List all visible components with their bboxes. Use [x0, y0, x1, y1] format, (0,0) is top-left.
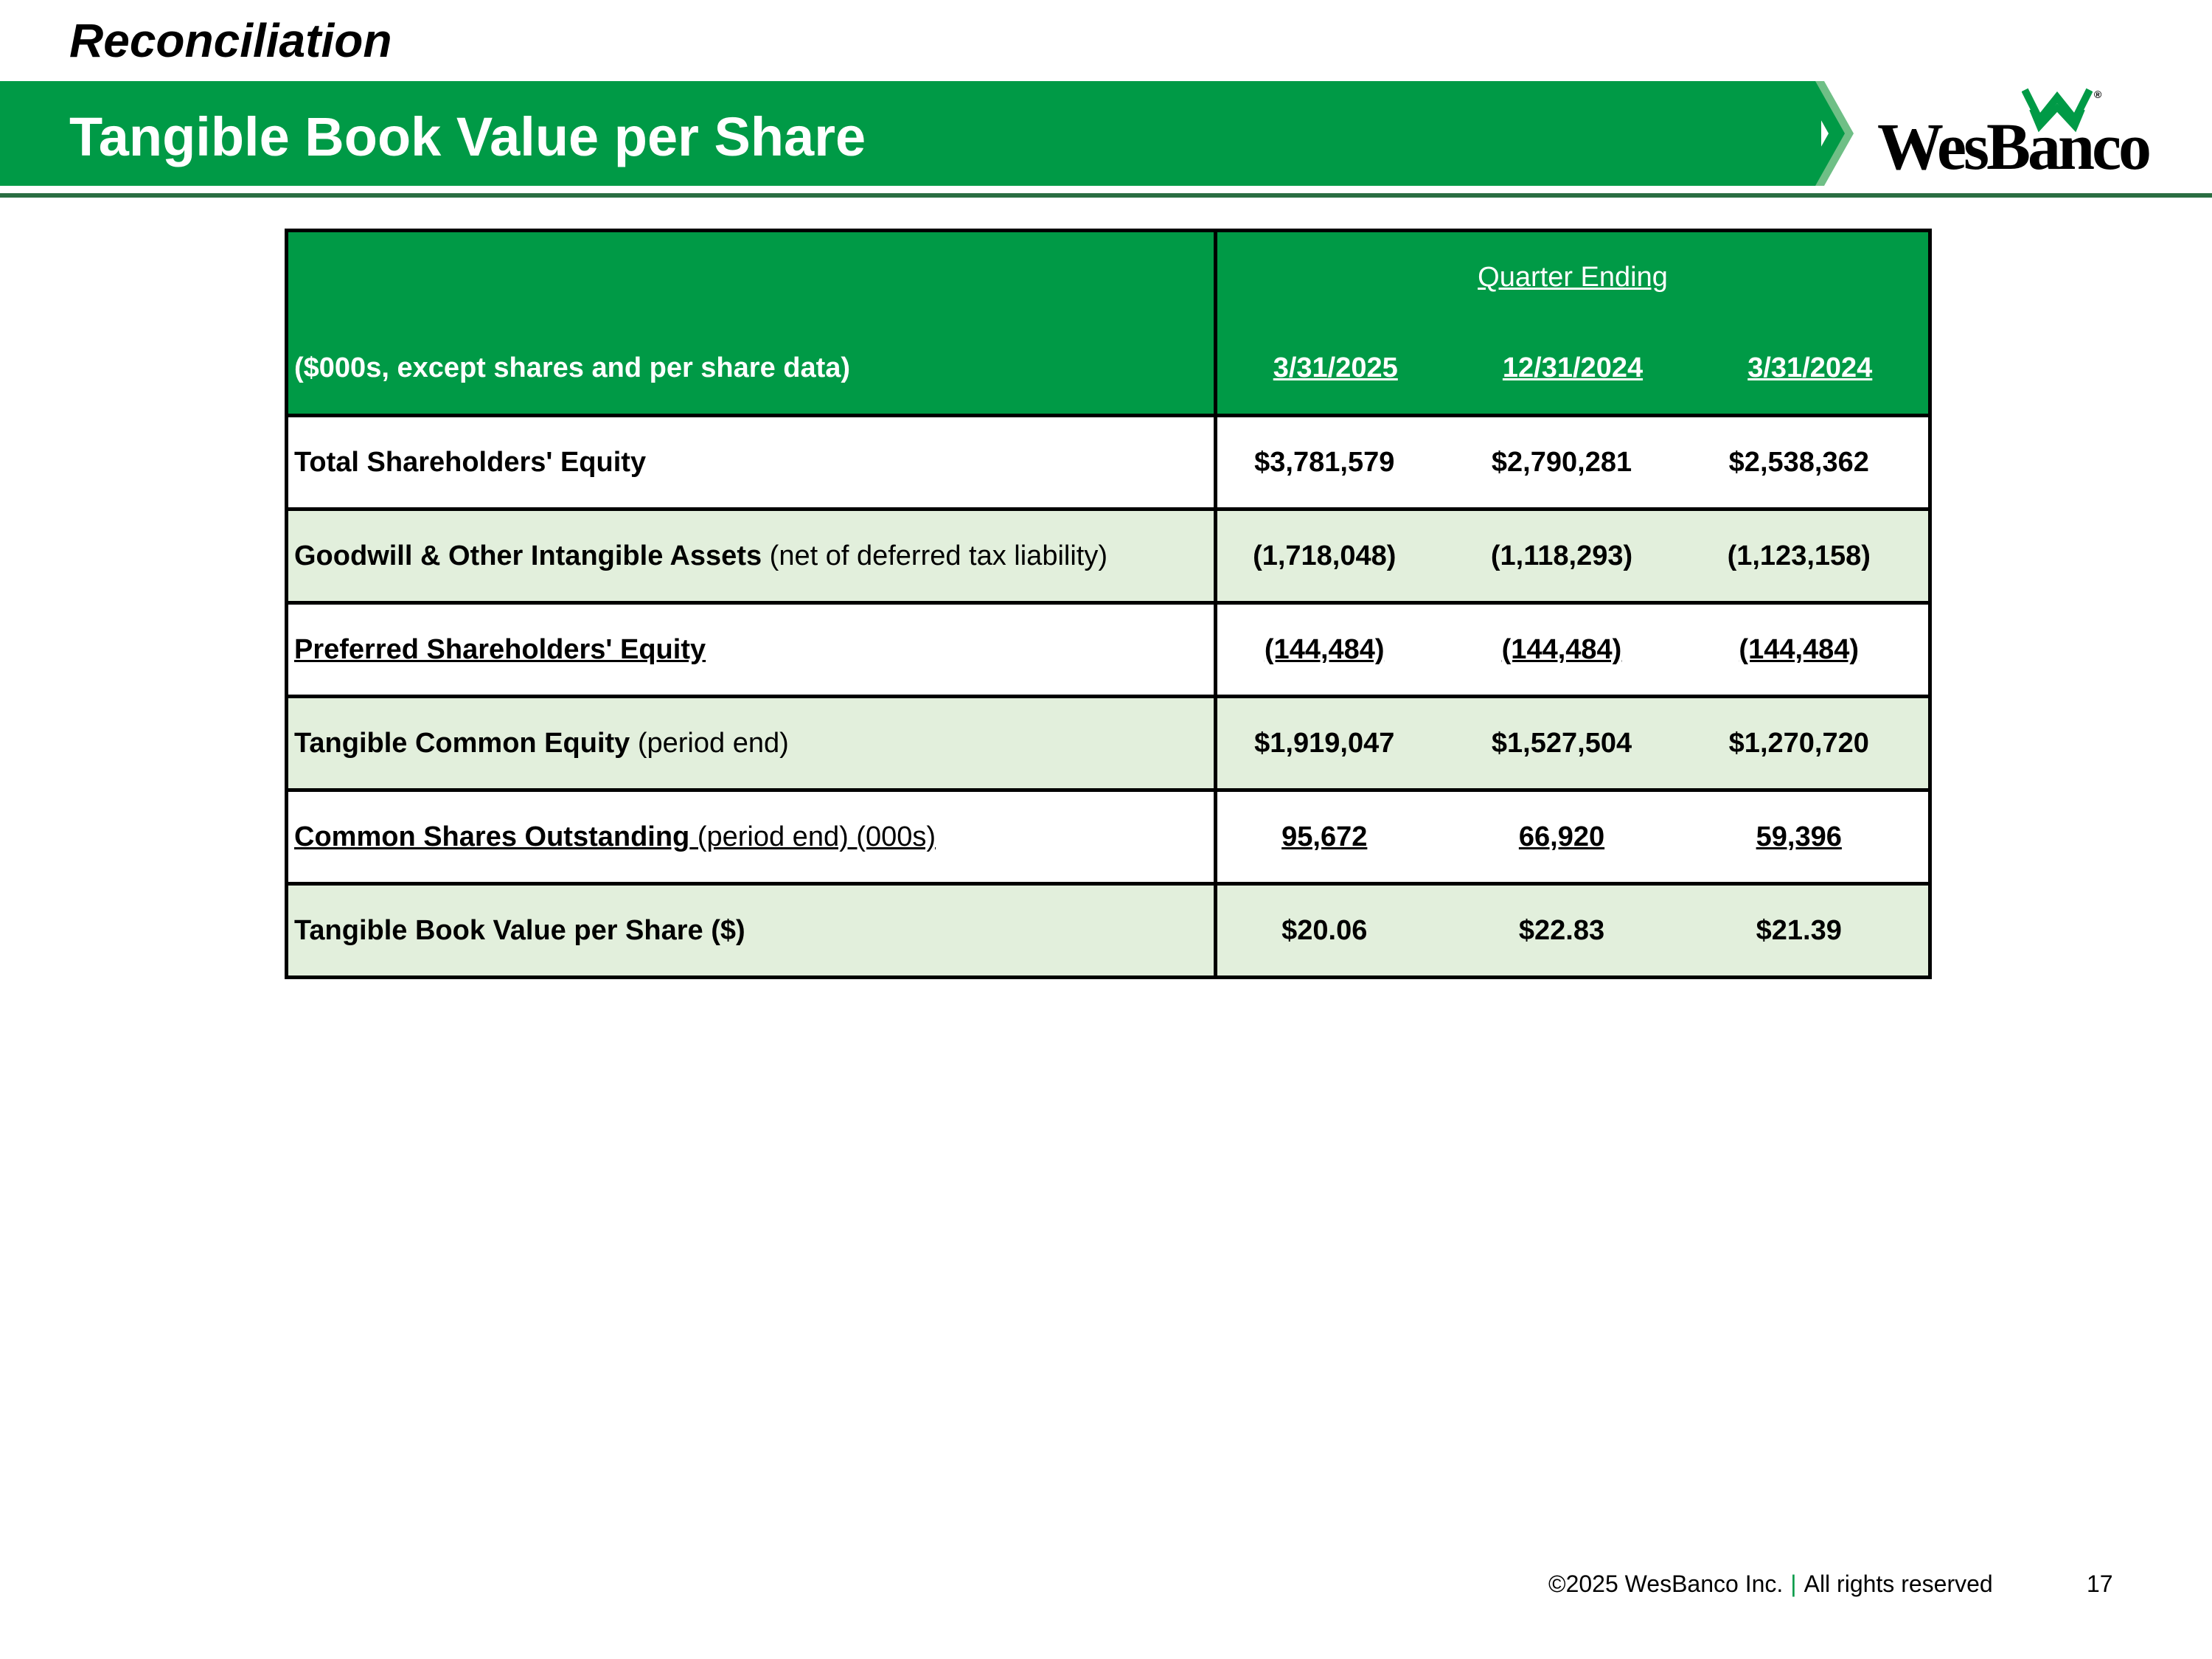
table-row — [287, 790, 1930, 884]
cell-value: $2,538,362 — [1692, 416, 1930, 509]
quarter-ending-header: Quarter Ending — [1216, 231, 1930, 324]
section-kicker: Reconciliation — [69, 14, 392, 67]
table-row — [287, 603, 1930, 697]
table-row — [287, 697, 1930, 790]
page-title: Tangible Book Value per Share — [69, 106, 866, 167]
page-number: 17 — [2087, 1571, 2113, 1597]
row-label: Total Shareholders' Equity — [287, 416, 1216, 509]
cell-value: 66,920 — [1454, 790, 1692, 884]
cell-value: (1,118,293) — [1454, 509, 1692, 603]
logo-wordmark: WesBanco — [1877, 111, 2149, 184]
cell-value: $21.39 — [1692, 884, 1930, 978]
column-header: 3/31/2024 — [1692, 323, 1930, 416]
cell-value: (144,484) — [1454, 603, 1692, 697]
units-label: ($000s, except shares and per share data) — [287, 323, 1216, 416]
cell-value: 59,396 — [1692, 790, 1930, 884]
cell-value: $2,790,281 — [1454, 416, 1692, 509]
cell-value: $1,527,504 — [1454, 697, 1692, 790]
cell-value: $1,919,047 — [1216, 697, 1454, 790]
table-row — [287, 884, 1930, 978]
cell-value: (144,484) — [1216, 603, 1454, 697]
reconciliation-table — [285, 229, 1932, 979]
cell-value: (1,718,048) — [1216, 509, 1454, 603]
row-label: Common Shares Outstanding (period end) (000s) — [287, 790, 1216, 884]
cell-value: $20.06 — [1216, 884, 1454, 978]
footer-copyright — [1548, 1571, 1993, 1598]
column-header: 12/31/2024 — [1454, 323, 1692, 416]
table-column-header-row — [287, 323, 1930, 416]
row-label: Goodwill & Other Intangible Assets (net of deferred tax liability) — [287, 509, 1216, 603]
row-label: Tangible Common Equity (period end) — [287, 697, 1216, 790]
table-header-row — [287, 231, 1930, 324]
row-label: Preferred Shareholders' Equity — [287, 603, 1216, 697]
table-row — [287, 509, 1930, 603]
footer-separator: | — [1790, 1571, 1797, 1597]
table-row — [287, 416, 1930, 509]
column-header: 3/31/2025 — [1216, 323, 1454, 416]
registered-mark-icon: ® — [2094, 88, 2102, 100]
cell-value: (1,123,158) — [1692, 509, 1930, 603]
banner-chevron-icon — [1799, 81, 1858, 186]
cell-value: $22.83 — [1454, 884, 1692, 978]
header-rule — [0, 193, 2212, 198]
cell-value: $1,270,720 — [1692, 697, 1930, 790]
rights-text: All rights reserved — [1804, 1571, 1993, 1597]
row-label: Tangible Book Value per Share ($) — [287, 884, 1216, 978]
cell-value: $3,781,579 — [1216, 416, 1454, 509]
cell-value: 95,672 — [1216, 790, 1454, 884]
header-empty-cell — [287, 231, 1216, 324]
cell-value: (144,484) — [1692, 603, 1930, 697]
copyright-text: ©2025 WesBanco Inc. — [1548, 1571, 1784, 1597]
